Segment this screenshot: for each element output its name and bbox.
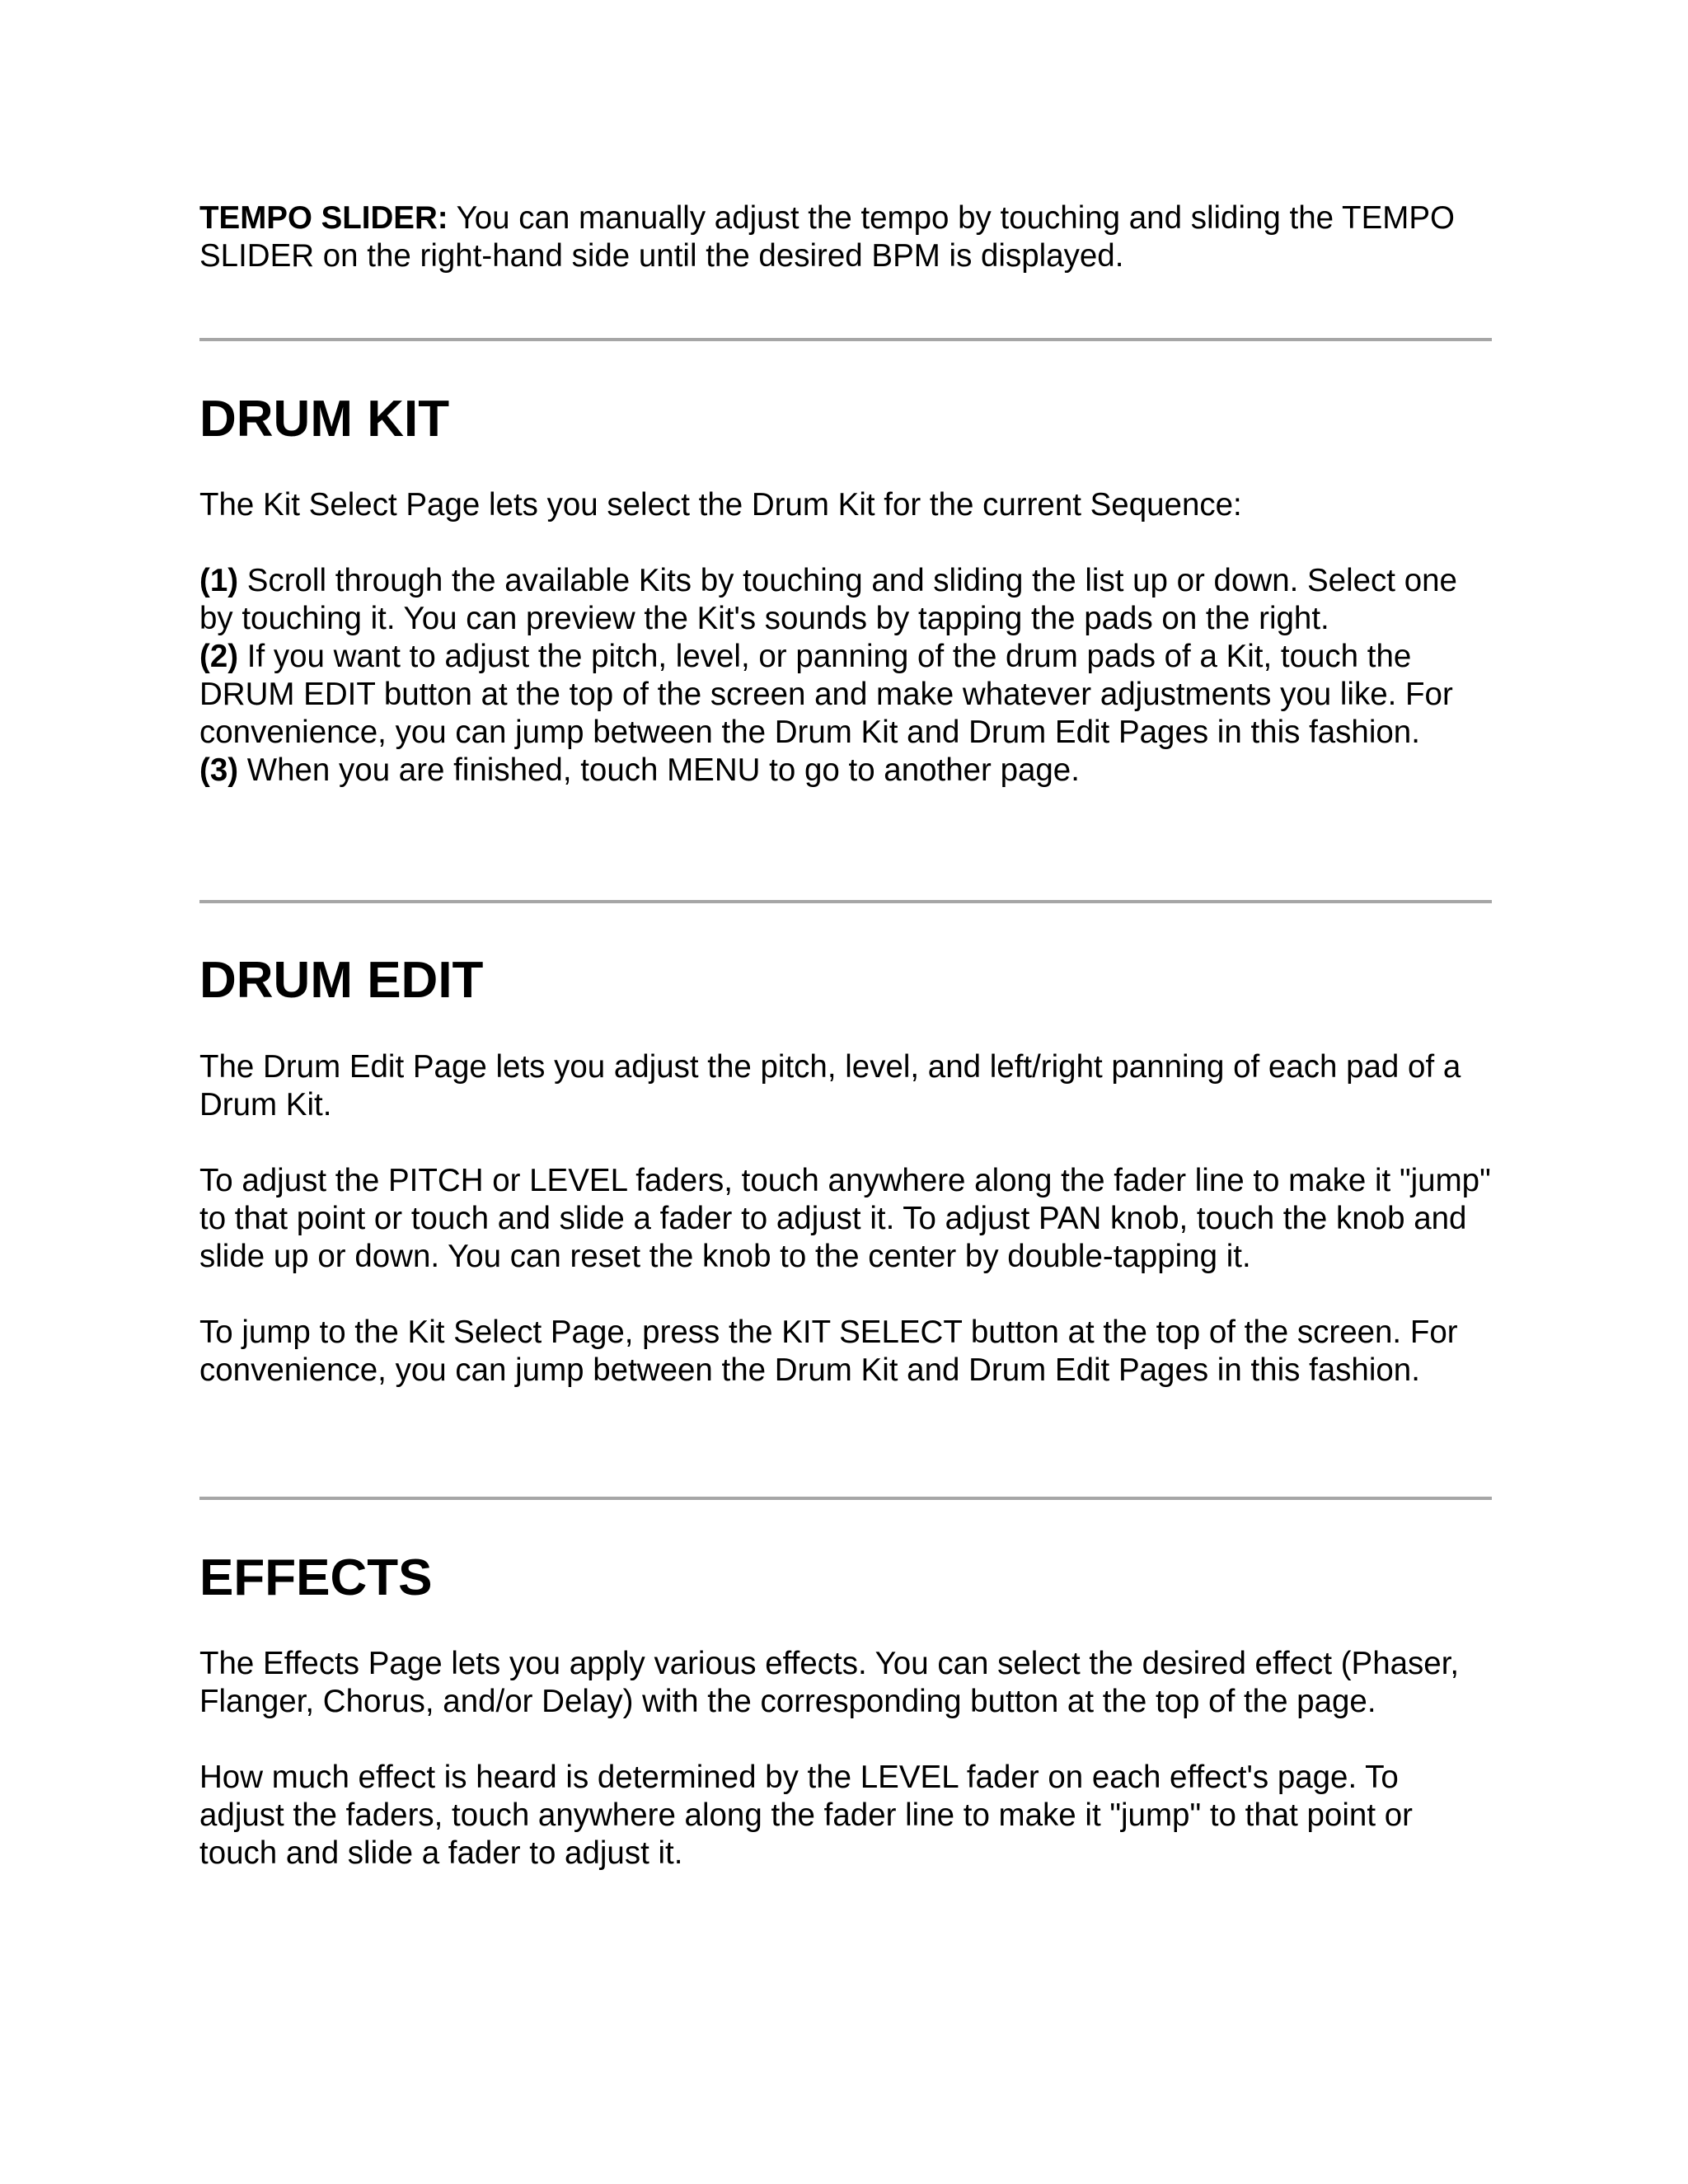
drum-kit-heading: DRUM KIT <box>199 391 450 448</box>
section-divider <box>199 338 1492 341</box>
section-divider <box>199 900 1492 903</box>
drum-kit-step-2 <box>199 638 1492 752</box>
step-text: When you are finished, touch MENU to go to another page. <box>238 752 1080 788</box>
step-text: If you want to adjust the pitch, level, or panning of the drum pads of a Kit, touch the DRUM EDIT button at the top of the screen and make whatever adjustments you like. For convenience, you can jump between the Drum Kit and Drum Edit Pages in this fashion. <box>199 639 1453 750</box>
drum-edit-paragraph-2: To adjust the PITCH or LEVEL faders, touch anywhere along the fader line to make it "jump" to that point or touch and slide a fader to adjust it. To adjust PAN knob, touch the knob and slide up or down. You can reset the knob to the center by double-tapping it. <box>199 1163 1491 1274</box>
tempo-slider-text: You can manually adjust the tempo by touching and sliding the TEMPO SLIDER on the right-hand side until the desired BPM is displayed. <box>199 200 1455 274</box>
step-number: (3) <box>199 752 239 788</box>
tempo-slider-paragraph <box>199 199 1492 275</box>
step-text: Scroll through the available Kits by touching and sliding the list up or down. Select one by touching it. You can preview the Kit's sounds by tapping the pads on the right. <box>199 563 1457 636</box>
section-divider <box>199 1497 1492 1500</box>
drum-edit-heading: DRUM EDIT <box>199 952 484 1009</box>
drum-edit-paragraph-1: The Drum Edit Page lets you adjust the pitch, level, and left/right panning of each pad of a Drum Kit. <box>199 1049 1461 1122</box>
drum-kit-lead: The Kit Select Page lets you select the Drum Kit for the current Sequence: <box>199 487 1242 523</box>
effects-paragraph-2: How much effect is heard is determined by the LEVEL fader on each effect's page. To adjust the faders, touch anywhere along the fader line to make it "jump" to that point or touch and slide a fader to adjust it. <box>199 1760 1413 1871</box>
step-number: (1) <box>199 563 239 598</box>
drum-kit-step-1 <box>199 562 1492 638</box>
drum-edit-section-body <box>199 1048 1492 1390</box>
effects-paragraph-1: The Effects Page lets you apply various effects. You can select the desired effect (Phaser, Flanger, Chorus, and/or Delay) with the corresponding button at the top of the page. <box>199 1646 1460 1719</box>
drum-kit-section-body <box>199 486 1492 790</box>
effects-section-body <box>199 1645 1492 1872</box>
drum-edit-paragraph-3: To jump to the Kit Select Page, press the KIT SELECT button at the top of the screen. For convenience, you can jump between the Drum Kit and Drum Edit Pages in this fashion. <box>199 1315 1458 1388</box>
drum-kit-step-3 <box>199 752 1492 790</box>
step-number: (2) <box>199 639 239 674</box>
effects-heading: EFFECTS <box>199 1549 433 1606</box>
tempo-slider-label: TEMPO SLIDER: <box>199 200 448 236</box>
